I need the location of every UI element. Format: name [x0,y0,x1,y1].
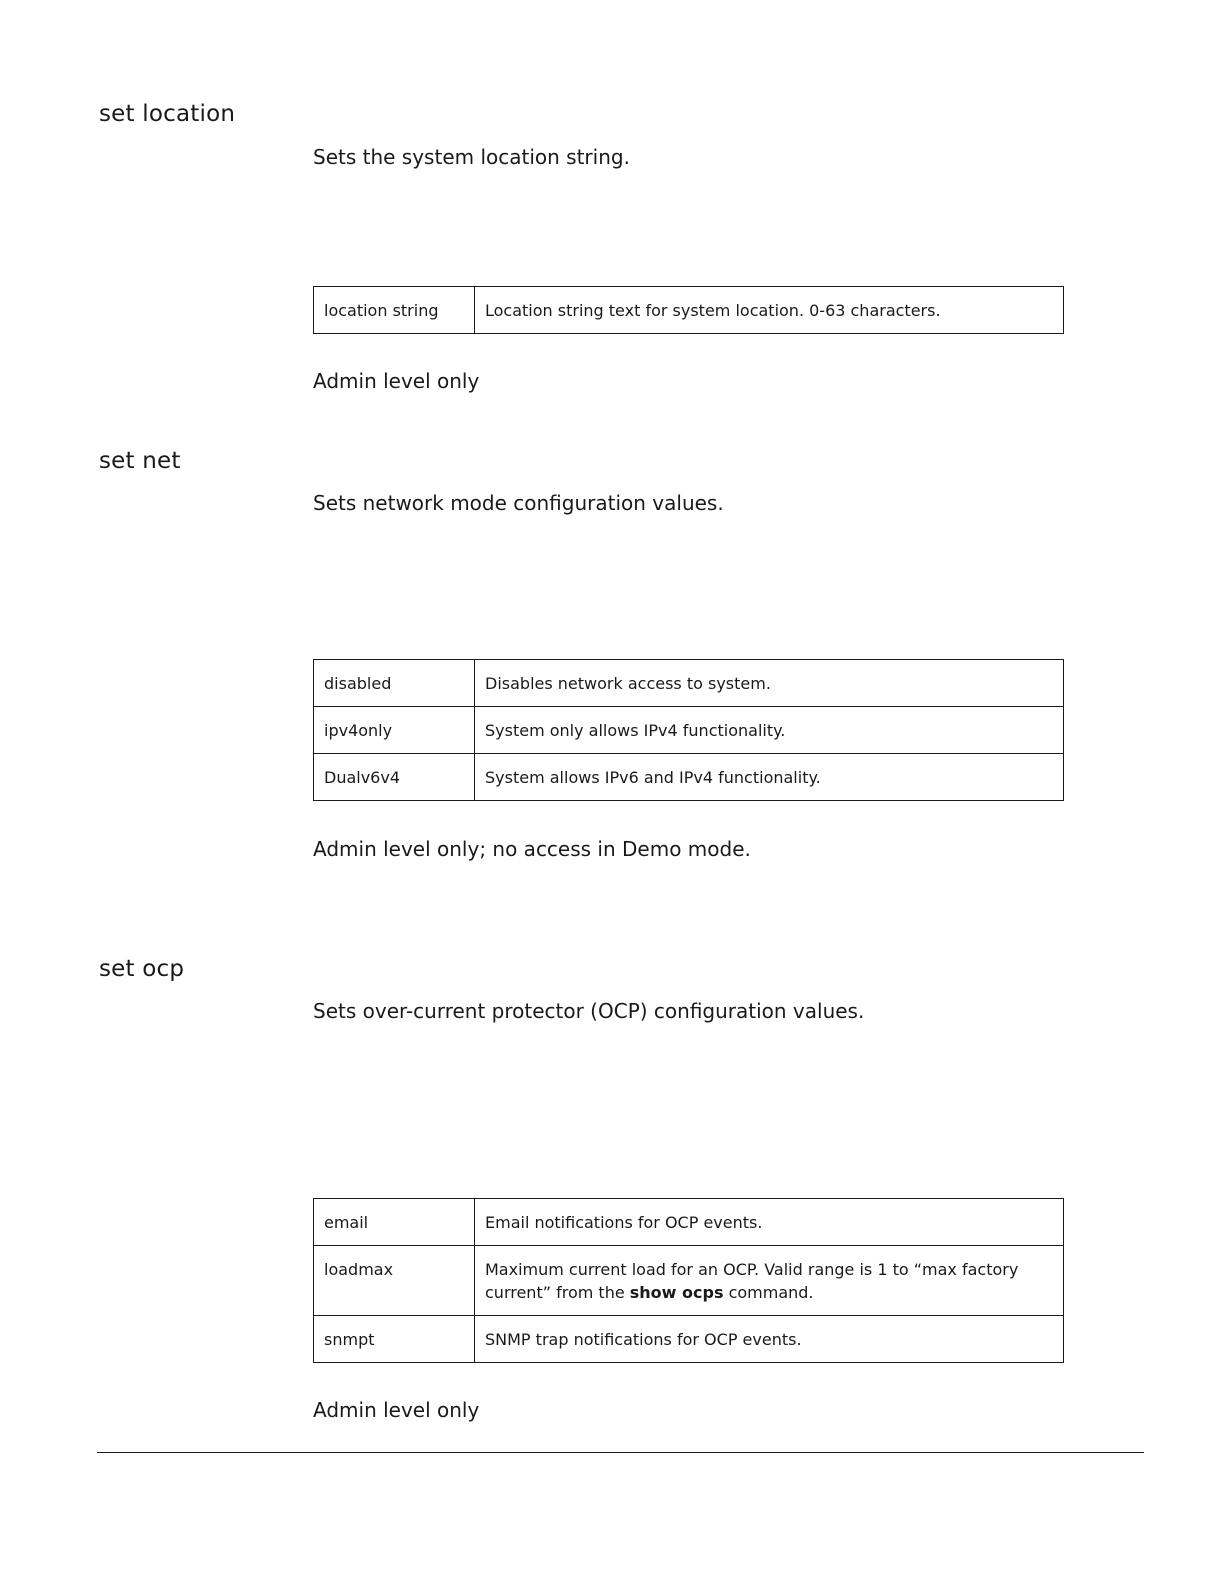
table-row [314,1199,1064,1246]
table-row [314,660,1064,707]
param-name: disabled [314,660,475,707]
access-level-note: Admin level only [313,1398,480,1422]
param-name: email [314,1199,475,1246]
param-description: Email notifications for OCP events. [475,1199,1064,1246]
access-level-note: Admin level only [313,369,480,393]
param-description-text: command. [723,1283,814,1302]
parameter-table [313,659,1064,801]
param-name: location string [314,287,475,334]
table-row [314,707,1064,754]
section-heading-set-location: set location [99,101,236,127]
section-heading-set-net: set net [99,448,181,474]
section-heading-set-ocp: set ocp [99,956,185,982]
table-row [314,754,1064,801]
param-description: System only allows IPv4 functionality. [475,707,1064,754]
param-description: SNMP trap notifications for OCP events. [475,1316,1064,1363]
param-description-text: Maximum current load for an OCP. Valid range is 1 to “max factory current” from the [485,1260,1019,1302]
param-name: Dualv6v4 [314,754,475,801]
param-description: Disables network access to system. [475,660,1064,707]
parameter-table [313,1198,1064,1363]
footer-divider [97,1452,1144,1453]
table-row [314,287,1064,334]
param-name: ipv4only [314,707,475,754]
table-row [314,1316,1064,1363]
parameter-table [313,286,1064,334]
access-level-note: Admin level only; no access in Demo mode. [313,837,751,861]
param-description: Location string text for system location. 0-63 characters. [475,287,1064,334]
param-description: System allows IPv6 and IPv4 functionality. [475,754,1064,801]
section-description: Sets the system location string. [313,145,630,169]
param-name: loadmax [314,1246,475,1316]
param-description [475,1246,1064,1316]
section-description: Sets over-current protector (OCP) configuration values. [313,999,865,1023]
section-description: Sets network mode configuration values. [313,491,724,515]
command-reference: show ocps [629,1283,724,1302]
param-name: snmpt [314,1316,475,1363]
table-row [314,1246,1064,1316]
